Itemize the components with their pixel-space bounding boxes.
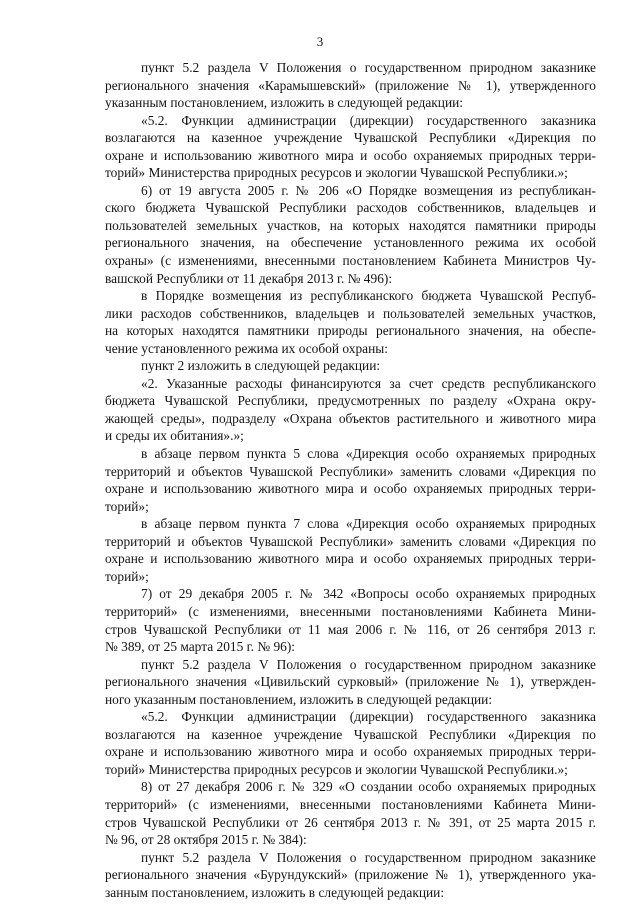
text-line: № 96, от 28 октября 2015 г. № 384): xyxy=(105,832,307,848)
text-line: территорий» (с изменениями, внесенными постановлениями Кабинета Мини- xyxy=(105,603,596,619)
page-number: 3 xyxy=(316,34,324,49)
text-line: территорий и объектов Чувашской Республики» заменить словами «Дирекция по xyxy=(105,533,596,549)
text-line: вашской Республики от 11 декабря 2013 г. № 496): xyxy=(105,270,393,286)
text-line: «5.2. Функции администрации (дирекции) государственного заказника xyxy=(141,112,596,128)
text-line: регионального значения, на обеспечение установленного режима их особой xyxy=(105,235,596,251)
text-line: регионального значения «Бурундукский» (приложение № 1), утвержденного ука- xyxy=(105,867,596,883)
text-line: охране и использованию животного мира и особо охраняемых природных терри- xyxy=(105,551,596,567)
text-line: 7) от 29 декабря 2005 г. № 342 «Вопросы особо охраняемых природных xyxy=(141,586,596,602)
document-body xyxy=(105,59,596,901)
text-line: в Порядке возмещения из республиканского бюджета Чувашской Респуб- xyxy=(141,288,596,304)
text-line: охране и использованию животного мира и особо охраняемых природных терри- xyxy=(105,147,596,163)
text-line: охраны» (с изменениями, внесенными постановлением Кабинета Министров Чу- xyxy=(105,253,596,269)
text-line: чение установленного режима их особой охраны: xyxy=(105,340,388,356)
text-line: охране и использованию животного мира и особо охраняемых природных терри- xyxy=(105,481,596,497)
text-line: торий»; xyxy=(105,498,149,514)
text-line: стров Чувашской Республики от 11 мая 2006 г. № 116, от 26 сентября 2013 г. xyxy=(105,621,596,637)
text-line: возлагаются на казенное учреждение Чувашской Республики «Дирекция по xyxy=(105,130,596,146)
text-line: жающей среды», подразделу «Охрана объектов растительного и животного мира xyxy=(105,410,596,426)
text-line: бюджета Чувашской Республики, предусмотренных по разделу «Охрана окру- xyxy=(105,393,596,409)
text-line: № 389, от 25 марта 2015 г. № 96): xyxy=(105,639,296,655)
text-line: пункт 5.2 раздела V Положения о государственном природном заказнике xyxy=(141,849,596,865)
text-line: возлагаются на казенное учреждение Чувашской Республики «Дирекция по xyxy=(105,726,596,742)
text-line: территорий и объектов Чувашской Республики» заменить словами «Дирекция по xyxy=(105,463,596,479)
text-line: ского бюджета Чувашской Республики расходов собственников, владельцев и xyxy=(105,200,596,216)
text-line: пункт 5.2 раздела V Положения о государственном природном заказнике xyxy=(141,656,596,672)
text-line: 8) от 27 декабря 2006 г. № 329 «О создании особо охраняемых природных xyxy=(141,779,596,795)
text-line: пользователей земельных участков, на которых находятся памятники природы xyxy=(105,217,596,233)
text-line: указанным постановлением, изложить в следующей редакции: xyxy=(105,95,464,111)
text-line: и среды их обитания».»; xyxy=(105,428,244,444)
text-line: стров Чувашской Республики от 26 сентября 2013 г. № 391, от 25 марта 2015 г. xyxy=(105,814,596,830)
text-line: регионального значения «Цивильский сурковый» (приложение № 1), утвержден- xyxy=(105,674,596,690)
text-line: ного указанным постановлением, изложить в следующей редакции: xyxy=(105,691,493,707)
text-line: торий» Министерства природных ресурсов и экологии Чувашской Республики.»; xyxy=(105,761,568,777)
text-line: занным постановлением, изложить в следующей редакции: xyxy=(105,884,445,900)
text-line: в абзаце первом пункта 7 слова «Дирекция особо охраняемых природных xyxy=(141,516,596,532)
text-line: «5.2. Функции администрации (дирекции) государственного заказника xyxy=(141,709,596,725)
text-line: 6) от 19 августа 2005 г. № 206 «О Порядке возмещения из республикан- xyxy=(141,182,596,198)
text-line: торий»; xyxy=(105,568,149,584)
text-line: торий» Министерства природных ресурсов и экологии Чувашской Республики.»; xyxy=(105,165,568,181)
text-line: лики расходов собственников, владельцев и пользователей земельных участков, xyxy=(105,305,596,321)
text-line: регионального значения «Карамышевский» (приложение № 1), утвержденного xyxy=(105,77,596,93)
text-line: территорий» (с изменениями, внесенными постановлениями Кабинета Мини- xyxy=(105,796,596,812)
text-line: пункт 5.2 раздела V Положения о государственном природном заказнике xyxy=(141,60,596,75)
text-line: охране и использованию животного мира и особо охраняемых природных терри- xyxy=(105,744,596,760)
text-line: в абзаце первом пункта 5 слова «Дирекция особо охраняемых природных xyxy=(141,446,596,462)
text-line: «2. Указанные расходы финансируются за счет средств республиканского xyxy=(141,375,596,391)
text-line: пункт 2 изложить в следующей редакции: xyxy=(141,358,381,374)
text-line: на которых находятся памятники природы регионального значения, на обеспе- xyxy=(105,323,596,339)
